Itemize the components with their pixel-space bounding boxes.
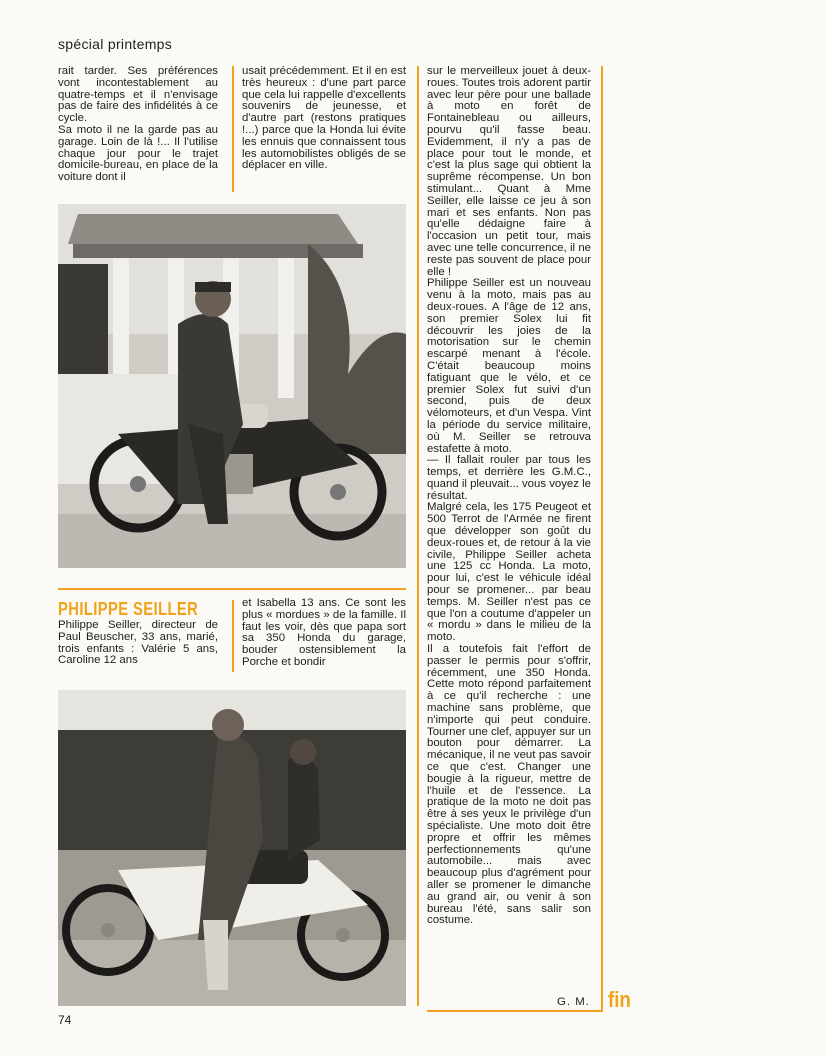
end-mark: fin	[608, 987, 631, 1012]
column-rule-right	[417, 66, 419, 1006]
photo-man-on-motorcycle-building	[58, 204, 406, 568]
bottom-divider-line	[427, 1010, 603, 1012]
divider-line	[58, 588, 406, 590]
paragraph: rait tarder. Ses préférences vont incontestablement au quatre-temps et il n'envisage pas de faire des infidélités à ce cycle. Sa moto il ne la garde pas au garage. Loin de là !... Il l'utilise chaque jour pour le trajet domicile-bureau, en place de la voiture dont il	[58, 65, 218, 184]
article-column-2-top	[242, 66, 406, 172]
article-column-1-top	[58, 66, 218, 184]
article-column-1-bottom	[58, 620, 218, 667]
paragraph: et Isabella 13 ans. Ce sont les plus « mordues » de la famille. Il faut les voir, dès que papa sort sa 350 Honda du garage, bouder ostensiblement la Porche et bondir	[242, 597, 406, 668]
photo-image	[58, 690, 406, 1006]
page-number: 74	[58, 1013, 72, 1027]
article-column-3	[427, 66, 591, 927]
section-header: spécial printemps	[58, 36, 173, 52]
paragraph: usait précédemment. Et il en est très heureux : d'une part parce que cela lui rappelle d'excellents souvenirs de jeunesse, et d'autre part (restons pratiques !...) parce que la Honda lui évite les ennuis que connaissent tous les automobilistes obligés de se déplacer en ville.	[242, 65, 406, 172]
person-name-heading: PHILIPPE SEILLER	[58, 599, 199, 619]
photo-man-and-child-on-motorcycle	[58, 690, 406, 1006]
author-signature: G. M.	[557, 996, 590, 1008]
photo-image	[58, 204, 406, 568]
column-rule-bottom-left	[232, 600, 234, 672]
column-rule-left	[232, 66, 234, 192]
article-column-2-bottom	[242, 598, 406, 669]
paragraph: Philippe Seiller, directeur de Paul Beuscher, 33 ans, marié, trois enfants : Valérie 5 ans, Caroline 12 ans	[58, 619, 218, 667]
paragraph: sur le merveilleux jouet à deux-roues. Toutes trois adorent partir avec leur père pour une ballade à moto en forêt de Fontainebleau ou ailleurs, pourvu qu'il fasse beau. Evidemment, il n'y a pas de place pour tout le monde, et c'est la plus sage qui obtient la suprême récompense. Un bon stimulant... Quant à Mme Seiller, elle laisse ce jeu à son mari et ses enfants. Non pas qu'elle dédaigne faire à l'occasion un petit tour, mais avec une telle concurrence, il ne reste pas souvent de place pour elle ! Philippe Seiller est un nouveau venu à la moto, mais pas au deux-roues. A l'âge de 12 ans, son premier Solex lui fit découvrir les joies de la motorisation sur le chemin escarpé menant à l'école. C'était beaucoup moins fatiguant que le vélo, et ce premier Solex fut suivi d'un second, puis de deux vélomoteurs, et d'un Vespa. Vint la période du service militaire, où M. Seiller se retrouva estafette à moto. — Il fallait rouler par tous les temps, et derrière les G.M.C., quand il pleuvait... vous voyez le résultat. Malgré cela, les 175 Peugeot et 500 Terrot de l'Armée ne firent que développer son goût du deux-roues et, de retour à la vie civile, Philippe Seiller acheta une 125 cc Honda. La moto, pour lui, c'est le véhicule idéal pour se promener... par beau temps. M. Seiller n'est pas ce que l'on a coutume d'appeler un « mordu » dans le milieu de la moto. Il a toutefois fait l'effort de passer le permis pour s'offrir, récemment, une 350 Honda. Cette moto répond parfaitement à ce qu'il recherche : une machine sans problème, que n'importe qui peut conduire. Tourner une clef, appuyer sur un bouton pour démarrer. La mécanique, il ne veut pas savoir ce que c'est. Changer une bougie à la rigueur, mettre de l'huile et de l'essence. La pratique de la moto ne doit pas être à ses yeux le privilège d'un spécialiste. Une moto doit être propre et offrir les mêmes perfectionnements qu'une automobile... mais avec beaucoup plus d'agrément pour aller se promener le dimanche au grand air, ou venir à son bureau l'été, sans salir son costume.	[427, 65, 591, 927]
column-rule-far-right	[601, 66, 603, 1012]
